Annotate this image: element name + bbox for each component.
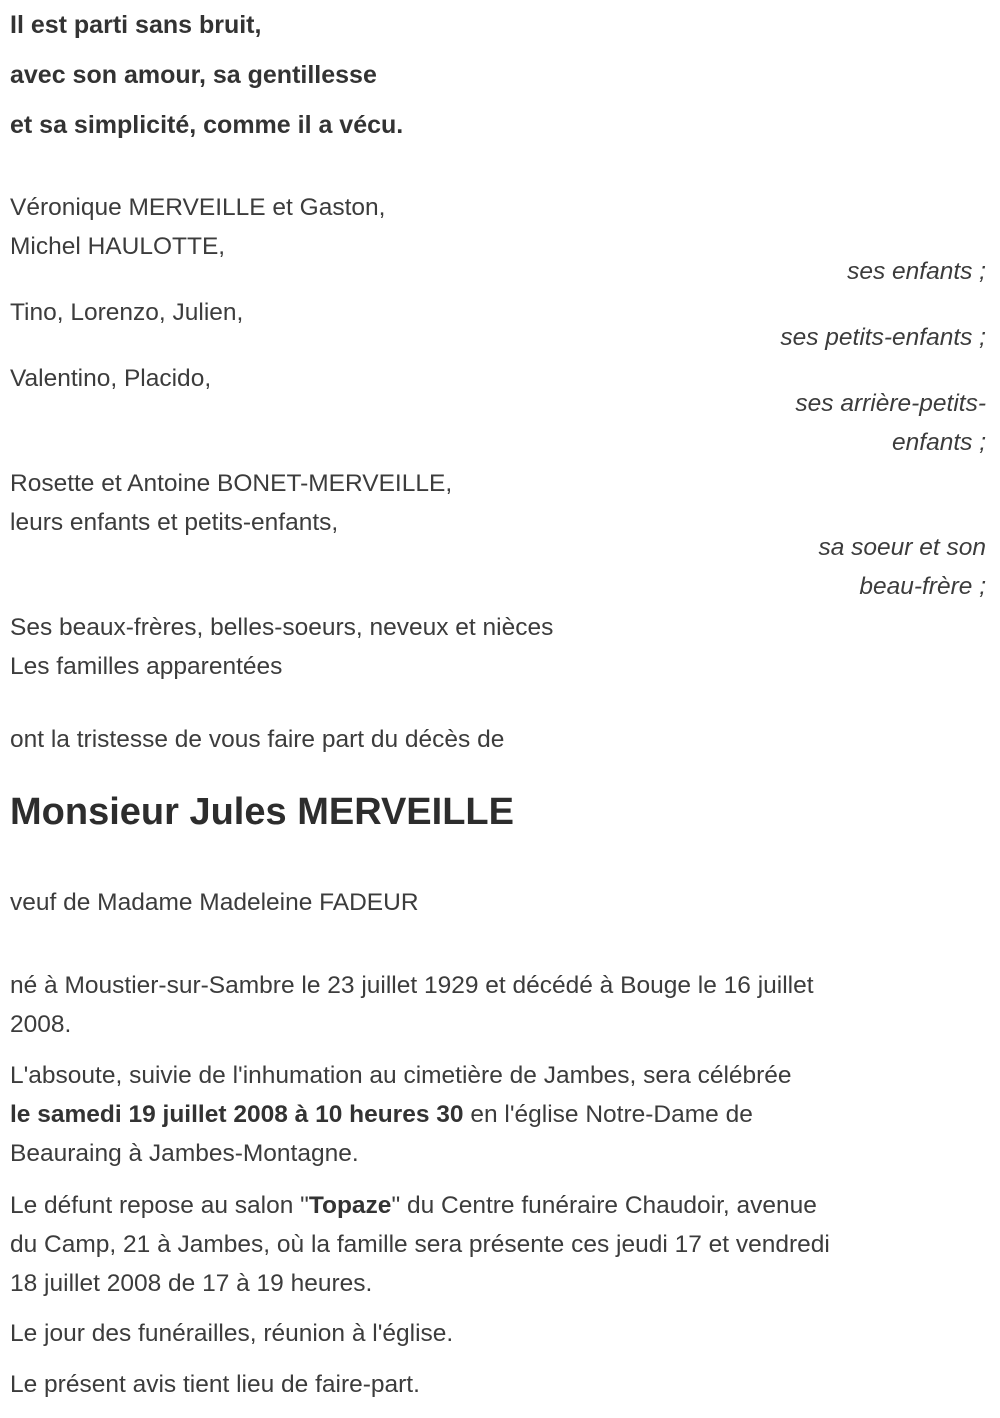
widower-line: veuf de Madame Madeleine FADEUR xyxy=(10,889,419,916)
repose-paragraph xyxy=(10,1186,986,1303)
deceased-name-heading: Monsieur Jules MERVEILLE xyxy=(10,791,514,833)
opening-verse xyxy=(10,0,986,150)
relation-line: ses petits-enfants ; xyxy=(780,324,986,351)
repose-line: 18 juillet 2008 de 17 à 19 heures. xyxy=(10,1270,373,1297)
ceremony-line: Beauraing à Jambes-Montagne. xyxy=(10,1140,359,1167)
ceremony-line-rest: en l'église Notre-Dame de xyxy=(463,1101,753,1128)
family-name-line: Rosette et Antoine BONET-MERVEILLE, xyxy=(10,470,453,497)
repose-line-pre: Le défunt repose au salon " xyxy=(10,1192,309,1219)
relation-line: ses enfants ; xyxy=(847,258,986,285)
family-name-line: Tino, Lorenzo, Julien, xyxy=(10,299,244,326)
relation-line: beau-frère ; xyxy=(859,573,986,600)
family-group-inlaws xyxy=(10,608,986,686)
family-name-line: Ses beaux-frères, belles-soeurs, neveux et nièces xyxy=(10,614,554,641)
repose-line: du Camp, 21 à Jambes, où la famille sera présente ces jeudi 17 et vendredi xyxy=(10,1231,830,1258)
opening-verse-line-1: Il est parti sans bruit, xyxy=(10,11,262,39)
relation-line: enfants ; xyxy=(892,429,986,456)
family-list xyxy=(10,188,986,686)
intro-line: ont la tristesse de vous faire part du décès de xyxy=(10,726,505,753)
opening-verse-line-2: avec son amour, sa gentillesse xyxy=(10,61,377,89)
ceremony-date-bold: le samedi 19 juillet 2008 à 10 heures 30 xyxy=(10,1101,464,1128)
repose-salon-name-bold: Topaze xyxy=(308,1192,392,1219)
birth-death-line: né à Moustier-sur-Sambre le 23 juillet 1929 et décédé à Bouge le 16 juillet xyxy=(10,972,814,999)
birth-death-line: 2008. xyxy=(10,1011,72,1038)
ceremony-line xyxy=(10,1095,986,1134)
relation-line: ses arrière-petits- xyxy=(795,390,986,417)
family-name-line: leurs enfants et petits-enfants, xyxy=(10,509,339,536)
family-name-line: Les familles apparentées xyxy=(10,653,283,680)
opening-verse-line-3: et sa simplicité, comme il a vécu. xyxy=(10,111,404,139)
family-name-line: Véronique MERVEILLE et Gaston, xyxy=(10,194,386,221)
repose-line-post: " du Centre funéraire Chaudoir, avenue xyxy=(391,1192,817,1219)
funeral-day-line: Le jour des funérailles, réunion à l'église. xyxy=(10,1320,454,1347)
birth-death-paragraph xyxy=(10,966,986,1044)
ceremony-line: L'absoute, suivie de l'inhumation au cimetière de Jambes, sera célébrée xyxy=(10,1062,792,1089)
relation-line: sa soeur et son xyxy=(818,534,986,561)
family-name-line: Michel HAULOTTE, xyxy=(10,233,226,260)
family-name-line: Valentino, Placido, xyxy=(10,365,212,392)
notice-line: Le présent avis tient lieu de faire-part. xyxy=(10,1371,420,1398)
ceremony-paragraph xyxy=(10,1056,986,1173)
repose-line xyxy=(10,1186,986,1225)
